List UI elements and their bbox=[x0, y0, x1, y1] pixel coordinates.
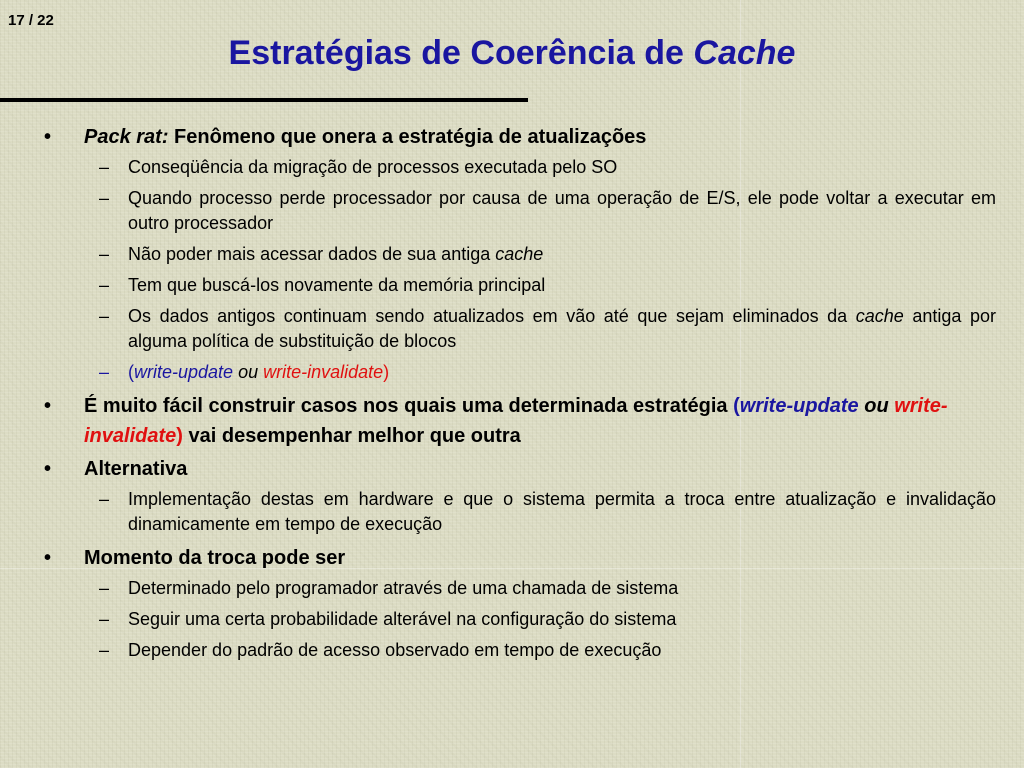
sub-bullet-italic: cache bbox=[495, 244, 544, 264]
slide-title bbox=[0, 34, 1024, 73]
sub-bullet bbox=[0, 607, 1024, 632]
title-underline bbox=[0, 98, 528, 102]
dash-marker: – bbox=[99, 157, 110, 177]
paren-open: ( bbox=[733, 395, 740, 417]
sub-bullet bbox=[0, 487, 1024, 537]
pack-rat-label: Pack rat: bbox=[84, 126, 169, 148]
sub-bullet bbox=[0, 304, 1024, 354]
slide-body bbox=[0, 122, 1024, 669]
bullet-momento-troca bbox=[0, 543, 1024, 573]
or-word: ou bbox=[858, 395, 895, 417]
sub-bullet-text: Não poder mais acessar dados de sua antiga bbox=[128, 244, 496, 264]
dash-marker: – bbox=[99, 188, 110, 208]
sub-bullet-write-modes bbox=[0, 360, 1024, 385]
dash-marker: – bbox=[99, 489, 110, 509]
sub-bullet-italic: cache bbox=[855, 306, 904, 326]
dash-marker: – bbox=[99, 362, 110, 382]
bullet-marker: • bbox=[44, 547, 52, 569]
sub-bullet-text: Tem que buscá-los novamente da memória principal bbox=[128, 275, 546, 295]
bullet-text: Alternativa bbox=[84, 458, 188, 480]
sub-bullet-text: Implementação destas em hardware e que o sistema permita a troca entre atualização e invalidação dinamicamente em tempo de execução bbox=[128, 489, 996, 534]
sub-bullet bbox=[0, 576, 1024, 601]
dash-marker: – bbox=[99, 275, 110, 295]
paren-open: ( bbox=[128, 362, 134, 382]
bullet-marker: • bbox=[44, 395, 52, 417]
bullet-pack-rat bbox=[0, 122, 1024, 152]
sub-bullet bbox=[0, 273, 1024, 298]
bullet-marker: • bbox=[44, 458, 52, 480]
bullet-text: É muito fácil construir casos nos quais uma determinada estratégia bbox=[84, 395, 734, 417]
bullet-alternativa bbox=[0, 454, 1024, 484]
write-invalidate-term: write-invalidate bbox=[84, 395, 948, 447]
dash-marker: – bbox=[99, 578, 110, 598]
or-word: ou bbox=[233, 362, 264, 382]
write-update-term: write-update bbox=[134, 362, 234, 382]
sub-bullet bbox=[0, 638, 1024, 663]
page-indicator: 17 / 22 bbox=[8, 12, 54, 29]
sub-bullet-text: Quando processo perde processador por causa de uma operação de E/S, ele pode voltar a executar em outro processador bbox=[128, 188, 996, 233]
sub-bullet-text: Determinado pelo programador através de uma chamada de sistema bbox=[128, 578, 679, 598]
write-update-term: write-update bbox=[739, 395, 859, 417]
sub-bullet bbox=[0, 155, 1024, 180]
slide-title-italic: Cache bbox=[693, 34, 796, 72]
sub-bullet bbox=[0, 186, 1024, 236]
dash-marker: – bbox=[99, 640, 110, 660]
sub-bullet-text: Os dados antigos continuam sendo atualizados em vão até que sejam eliminados da bbox=[128, 306, 856, 326]
bullet-marker: • bbox=[44, 126, 52, 148]
slide-title-main: Estratégias de Coerência de bbox=[228, 34, 694, 72]
write-invalidate-term: write-invalidate bbox=[263, 362, 384, 382]
sub-bullet-text: Depender do padrão de acesso observado em tempo de execução bbox=[128, 640, 662, 660]
bullet-text: Fenômeno que onera a estratégia de atualizações bbox=[168, 126, 647, 148]
bullet-strategy bbox=[0, 391, 1024, 451]
sub-bullet bbox=[0, 242, 1024, 267]
dash-marker: – bbox=[99, 306, 110, 326]
dash-marker: – bbox=[99, 609, 110, 629]
sub-bullet-text: Conseqüência da migração de processos executada pelo SO bbox=[128, 157, 618, 177]
dash-marker: – bbox=[99, 244, 110, 264]
sub-bullet-text-rest: antiga por alguma política de substituição de blocos bbox=[128, 306, 997, 351]
bullet-text-end: vai desempenhar melhor que outra bbox=[182, 425, 521, 447]
bullet-text: Momento da troca pode ser bbox=[84, 547, 346, 569]
paren-close: ) bbox=[176, 425, 183, 447]
paren-close: ) bbox=[383, 362, 390, 382]
sub-bullet-text: Seguir uma certa probabilidade alterável na configuração do sistema bbox=[128, 609, 677, 629]
